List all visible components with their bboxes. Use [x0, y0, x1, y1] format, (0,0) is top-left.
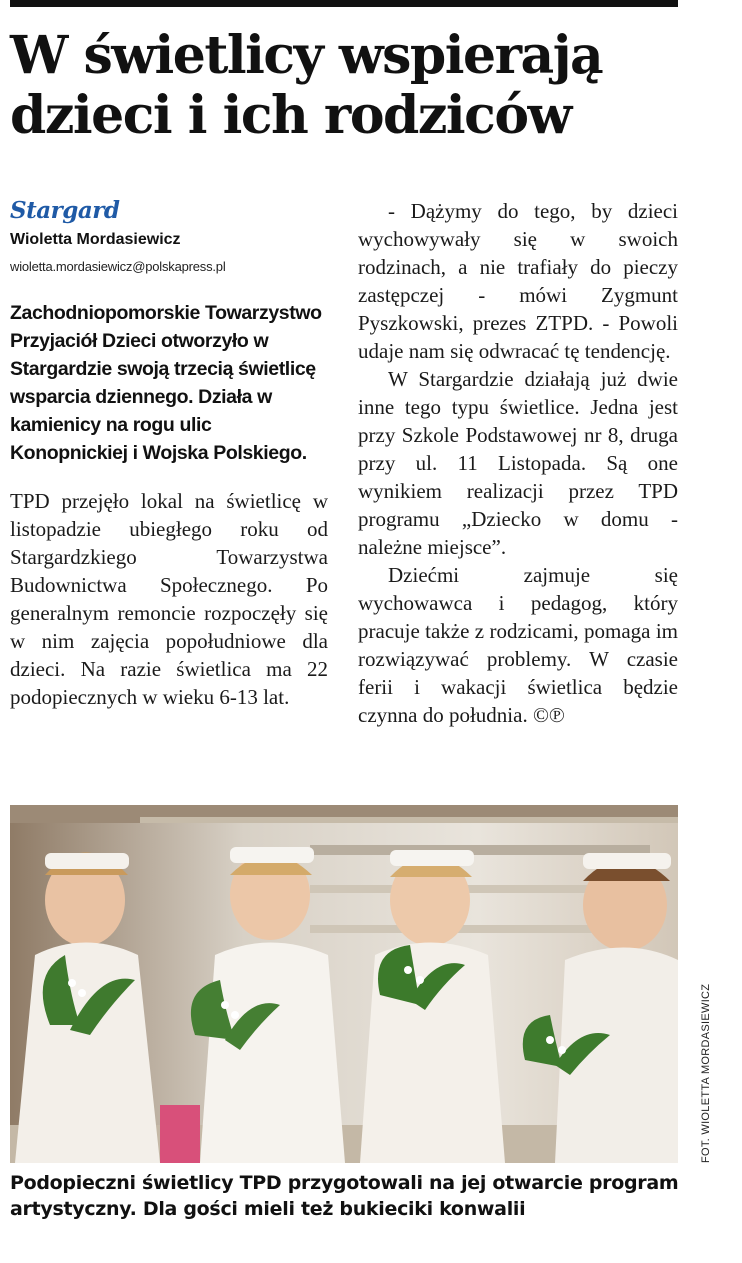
- body-paragraph-right-2: W Stargardzie działają już dwie inne tego typu świetlice. Jedna jest przy Szkole Podstawowej nr 8, druga przy ul. 11 Listopada. Są one wynikiem realizacji przez TPD programu „Dziecko w domu - należne miejsce”.: [358, 367, 678, 559]
- article-headline: W świetlicy wspierają dzieci i ich rodziców: [10, 25, 603, 146]
- photo-credit: FOT. WIOLETTA MORDASIEWICZ: [700, 983, 712, 1163]
- author-email: wioletta.mordasiewicz@polskapress.pl: [10, 259, 226, 274]
- left-column: [10, 197, 328, 711]
- photo-caption: Podopieczni świetlicy TPD przygotowali na jej otwarcie program artystyczny. Dla gości mieli też bukieciki konwalii: [10, 1172, 679, 1220]
- article-lead: Zachodniopomorskie Towarzystwo Przyjaciół Dzieci otworzyło w Stargardzie swoją trzecią świetlicę wsparcia dziennego. Działa w kamienicy na rogu ulic Konopnickiej i Wojska Polskiego.: [10, 302, 322, 464]
- body-paragraph-left: TPD przejęło lokal na świetlicę w listopadzie ubiegłego roku od Stargardzkiego Towarzystwa Budownictwa Społecznego. Po generalnym remoncie rozpoczęły się w nim zajęcia popołudniowe dla dzieci. Na razie świetlica ma 22 podopiecznych w wieku 6-13 lat.: [10, 489, 328, 709]
- top-rule: [10, 0, 678, 7]
- body-paragraph-right-3: Dziećmi zajmuje się wychowawca i pedagog, który pracuje także z rodzicami, pomaga im rozwiązywać problemy. W czasie ferii i wakacji świetlica będzie czynna do południa. ©℗: [358, 563, 678, 727]
- author-name: Wioletta Mordasiewicz: [10, 231, 181, 248]
- body-paragraph-right-1: - Dążymy do tego, by dzieci wychowywały się w swoich rodzinach, a nie trafiały do pieczy zastępczej - mówi Zygmunt Pyszkowski, prezes ZTPD. - Powoli udaje nam się odwracać tę tendencję.: [358, 199, 678, 363]
- photo-illustration: [10, 805, 678, 1163]
- section-label: Stargard: [10, 197, 120, 224]
- right-column: [358, 197, 678, 729]
- article-photo: [10, 805, 678, 1163]
